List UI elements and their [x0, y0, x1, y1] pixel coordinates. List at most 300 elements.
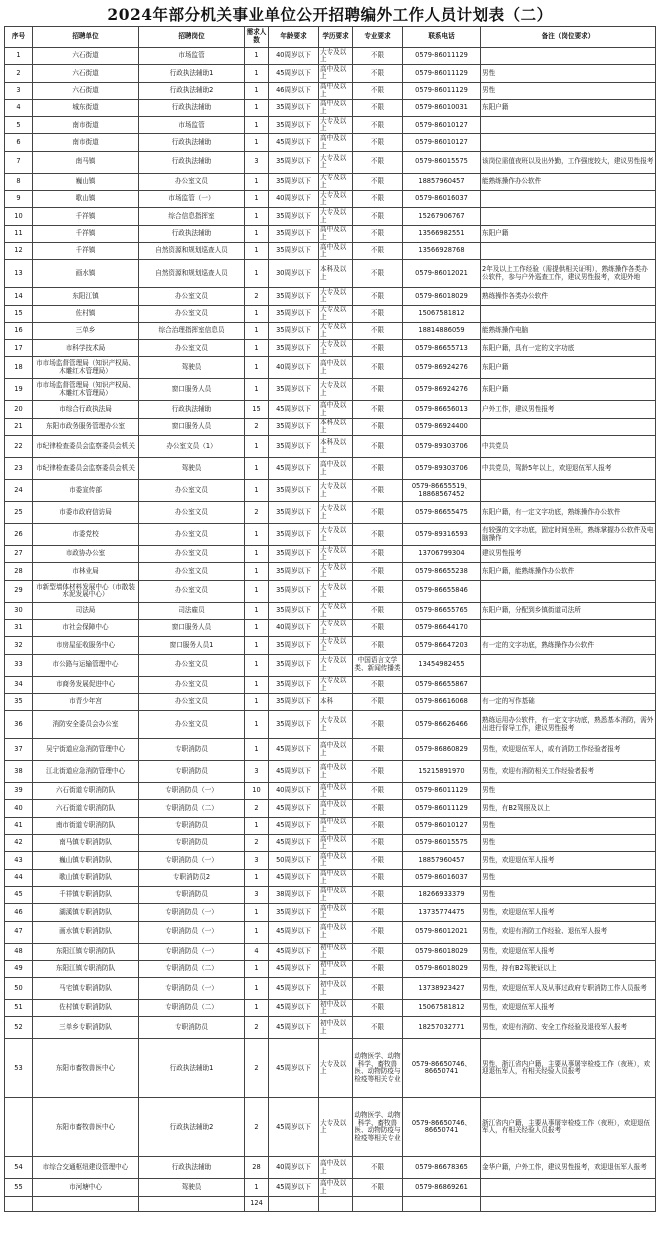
cell-age: 45周岁以下: [269, 869, 319, 886]
cell-num: 1: [245, 260, 269, 288]
cell-post: 市场监管: [139, 117, 245, 134]
cell-age: 40周岁以下: [269, 357, 319, 379]
cell-num: 2: [245, 502, 269, 524]
cell-post: 办公室文员: [139, 524, 245, 546]
cell-tel: 13566982551: [403, 225, 481, 242]
cell-edu: 高中及以上: [319, 65, 353, 82]
cell-edu: 大专及以上: [319, 322, 353, 339]
cell-unit: 三单乡专职消防队: [33, 1017, 139, 1039]
cell-age: 35周岁以下: [269, 225, 319, 242]
cell-edu: 高中及以上: [319, 739, 353, 761]
cell-major: 不限: [353, 401, 403, 418]
cell-num: 2: [245, 1017, 269, 1039]
cell-note: 能熟练操作办公软件: [481, 173, 656, 190]
cell-edu: 初中及以上: [319, 1000, 353, 1017]
cell-edu: 大专及以上: [319, 340, 353, 357]
cell-age: 35周岁以下: [269, 524, 319, 546]
cell-major: 不限: [353, 225, 403, 242]
cell-major: 不限: [353, 242, 403, 259]
cell-tel: 0579-86015575: [403, 151, 481, 173]
cell-unit: 千祥镇: [33, 225, 139, 242]
cell-no: 48: [5, 943, 33, 960]
cell-num: 1: [245, 637, 269, 654]
table-row: [5, 99, 656, 116]
cell-unit: 市商务发展促进中心: [33, 676, 139, 693]
cell-age: 45周岁以下: [269, 1098, 319, 1157]
cell-major: 不限: [353, 458, 403, 480]
cell-post: 专职消防员（一）: [139, 921, 245, 943]
cell-age: 45周岁以下: [269, 458, 319, 480]
cell-no: 11: [5, 225, 33, 242]
cell-post: 行政执法辅助2: [139, 82, 245, 99]
cell-no: 23: [5, 458, 33, 480]
cell-tel: 0579-86869261: [403, 1179, 481, 1196]
table-row: [5, 800, 656, 817]
cell-post: 专职消防员: [139, 835, 245, 852]
cell-num: 1: [245, 921, 269, 943]
table-row: [5, 502, 656, 524]
cell-tel: 0579-86015575: [403, 835, 481, 852]
cell-num: 1: [245, 960, 269, 977]
cell-tel: 0579-86655475: [403, 502, 481, 524]
cell-num: 1: [245, 580, 269, 602]
cell-major: 不限: [353, 48, 403, 65]
cell-num: 1: [245, 379, 269, 401]
cell-num: 10: [245, 783, 269, 800]
cell-num: 1: [245, 65, 269, 82]
cell-edu: 大专及以上: [319, 676, 353, 693]
cell-no: 54: [5, 1157, 33, 1179]
cell-unit: 吴宁街道应急消防管理中心: [33, 739, 139, 761]
table-row: [5, 225, 656, 242]
cell-note: [481, 418, 656, 435]
cell-note: [481, 619, 656, 636]
cell-no: 6: [5, 134, 33, 151]
total-count: 124: [245, 1196, 269, 1211]
cell-age: 46周岁以下: [269, 82, 319, 99]
cell-post: 专职消防员: [139, 761, 245, 783]
cell-unit: 东阳江镇: [33, 288, 139, 305]
cell-edu: 高中及以上: [319, 458, 353, 480]
cell-post: 专职消防员: [139, 817, 245, 834]
cell-post: 专职消防员（二）: [139, 1000, 245, 1017]
cell-age: 45周岁以下: [269, 134, 319, 151]
cell-major: 不限: [353, 99, 403, 116]
cell-edu: 大专及以上: [319, 546, 353, 563]
cell-post: 办公室文员: [139, 173, 245, 190]
cell-unit: 湖溪镇专职消防队: [33, 904, 139, 921]
cell-post: 行政执法辅助: [139, 401, 245, 418]
cell-post: 行政执法辅助: [139, 225, 245, 242]
cell-tel: 0579-86012021: [403, 921, 481, 943]
cell-no: 3: [5, 82, 33, 99]
cell-age: 35周岁以下: [269, 480, 319, 502]
table-row: [5, 322, 656, 339]
cell-major: 不限: [353, 418, 403, 435]
cell-edu: 高中及以上: [319, 852, 353, 869]
cell-unit: 六石街道专职消防队: [33, 783, 139, 800]
cell-edu: 大专及以上: [319, 173, 353, 190]
header-tel: 联系电话: [403, 27, 481, 48]
cell-post: 窗口服务人员: [139, 379, 245, 401]
cell-tel: 0579-86644170: [403, 619, 481, 636]
cell-post: 专职消防员（一）: [139, 943, 245, 960]
cell-unit: 城东街道: [33, 99, 139, 116]
cell-unit: 六石街道: [33, 65, 139, 82]
table-row: [5, 260, 656, 288]
table-row: [5, 357, 656, 379]
cell-unit: 六石街道: [33, 48, 139, 65]
cell-post: 市场监管: [139, 48, 245, 65]
cell-major: 不限: [353, 480, 403, 502]
cell-edu: 大专及以上: [319, 379, 353, 401]
table-row: [5, 458, 656, 480]
cell-post: 驾驶员: [139, 1179, 245, 1196]
cell-age: 35周岁以下: [269, 322, 319, 339]
cell-major: 中国语言文学类、新闻传播类: [353, 654, 403, 676]
cell-age: 35周岁以下: [269, 546, 319, 563]
table-row: [5, 117, 656, 134]
cell-major: 不限: [353, 602, 403, 619]
cell-no: 16: [5, 322, 33, 339]
cell-tel: 0579-89316593: [403, 524, 481, 546]
cell-tel: 0579-89303706: [403, 458, 481, 480]
cell-age: 45周岁以下: [269, 739, 319, 761]
table-row: [5, 305, 656, 322]
cell-unit: 六石街道: [33, 82, 139, 99]
cell-unit: 市委党校: [33, 524, 139, 546]
cell-major: 不限: [353, 563, 403, 580]
cell-no: 47: [5, 921, 33, 943]
cell-major: 不限: [353, 322, 403, 339]
cell-major: 不限: [353, 676, 403, 693]
cell-unit: 南市街道: [33, 117, 139, 134]
cell-note: 男性，欢迎有消防相关工作经验者报考: [481, 761, 656, 783]
cell-age: 35周岁以下: [269, 580, 319, 602]
cell-edu: 大专及以上: [319, 288, 353, 305]
table-row: [5, 401, 656, 418]
cell-note: 男性: [481, 65, 656, 82]
cell-note: 东阳户籍，能熟练操作办公软件: [481, 563, 656, 580]
cell-edu: 高中及以上: [319, 1157, 353, 1179]
cell-note: 男性，欢迎退伍军人报考: [481, 1000, 656, 1017]
cell-note: 东阳户籍: [481, 379, 656, 401]
table-row: [5, 480, 656, 502]
cell-note: 男性，欢迎有消防、安全工作经验及退役军人报考: [481, 1017, 656, 1039]
cell-no: 55: [5, 1179, 33, 1196]
cell-note: 能熟练操作电脑: [481, 322, 656, 339]
table-row: [5, 852, 656, 869]
cell-note: 东阳户籍，有一定文字功底，熟练操作办公软件: [481, 502, 656, 524]
table-row: [5, 288, 656, 305]
cell-post: 行政执法辅助1: [139, 1039, 245, 1098]
cell-age: 40周岁以下: [269, 619, 319, 636]
cell-tel: 0579-86860829: [403, 739, 481, 761]
cell-num: 1: [245, 305, 269, 322]
cell-note: [481, 208, 656, 225]
cell-edu: 高中及以上: [319, 783, 353, 800]
cell-post: 市场监管（一）: [139, 191, 245, 208]
cell-age: 38周岁以下: [269, 886, 319, 903]
cell-num: 1: [245, 654, 269, 676]
cell-major: 不限: [353, 357, 403, 379]
cell-unit: 市科学技术局: [33, 340, 139, 357]
table-row: [5, 436, 656, 458]
cell-age: 45周岁以下: [269, 978, 319, 1000]
cell-age: 45周岁以下: [269, 401, 319, 418]
cell-num: 1: [245, 602, 269, 619]
cell-note: [481, 654, 656, 676]
cell-note: 男性: [481, 869, 656, 886]
table-row: [5, 619, 656, 636]
cell-unit: 佐村镇专职消防队: [33, 1000, 139, 1017]
cell-num: 1: [245, 322, 269, 339]
cell-tel: 0579-86924276: [403, 357, 481, 379]
cell-age: 45周岁以下: [269, 800, 319, 817]
cell-unit: 市青少年宫: [33, 693, 139, 710]
cell-no: 35: [5, 693, 33, 710]
cell-edu: 大专及以上: [319, 637, 353, 654]
cell-major: 不限: [353, 693, 403, 710]
cell-note: 男性，有B2驾照及以上: [481, 800, 656, 817]
cell-tel: 15267906767: [403, 208, 481, 225]
cell-tel: 0579-89303706: [403, 436, 481, 458]
cell-no: 39: [5, 783, 33, 800]
cell-tel: 0579-86016037: [403, 869, 481, 886]
cell-post: 专职消防员（一）: [139, 978, 245, 1000]
cell-post: 行政执法辅助: [139, 1157, 245, 1179]
header-row: [5, 27, 656, 48]
total-empty-cell: [33, 1196, 139, 1211]
header-edu: 学历要求: [319, 27, 353, 48]
cell-note: 有一定的写作基础: [481, 693, 656, 710]
cell-note: 东阳户籍: [481, 357, 656, 379]
cell-unit: 千祥镇专职消防队: [33, 886, 139, 903]
cell-tel: 13706799304: [403, 546, 481, 563]
cell-note: 该岗位需值夜班以及出外勤，工作强度较大，建议男性报考: [481, 151, 656, 173]
cell-edu: 大专及以上: [319, 602, 353, 619]
cell-major: 不限: [353, 978, 403, 1000]
table-row: [5, 134, 656, 151]
cell-post: 自然资源和规划巡查人员: [139, 242, 245, 259]
cell-unit: 巍山镇: [33, 173, 139, 190]
cell-no: 10: [5, 208, 33, 225]
cell-note: 建议男性报考: [481, 546, 656, 563]
table-row: [5, 869, 656, 886]
cell-post: 窗口服务人员: [139, 418, 245, 435]
table-row: [5, 943, 656, 960]
cell-no: 45: [5, 886, 33, 903]
table-row: [5, 1017, 656, 1039]
cell-tel: 0579-86678365: [403, 1157, 481, 1179]
table-row: [5, 580, 656, 602]
cell-tel: 0579-86924276: [403, 379, 481, 401]
cell-post: 行政执法辅助2: [139, 1098, 245, 1157]
cell-major: 不限: [353, 960, 403, 977]
cell-age: 35周岁以下: [269, 502, 319, 524]
table-row: [5, 978, 656, 1000]
cell-unit: 画水镇: [33, 260, 139, 288]
cell-major: 不限: [353, 65, 403, 82]
table-row: [5, 886, 656, 903]
cell-age: 45周岁以下: [269, 960, 319, 977]
cell-no: 14: [5, 288, 33, 305]
table-row: [5, 82, 656, 99]
cell-major: 不限: [353, 904, 403, 921]
cell-no: 2: [5, 65, 33, 82]
cell-tel: 0579-86016037: [403, 191, 481, 208]
cell-note: [481, 305, 656, 322]
cell-note: [481, 191, 656, 208]
cell-unit: 市纪律检查委员会监察委员会机关: [33, 436, 139, 458]
cell-tel: 0579-86655713: [403, 340, 481, 357]
table-row: [5, 379, 656, 401]
cell-unit: 市社会保障中心: [33, 619, 139, 636]
cell-unit: 南马镇专职消防队: [33, 835, 139, 852]
cell-note: 东阳户籍，分配到乡镇街道司法所: [481, 602, 656, 619]
table-row: [5, 676, 656, 693]
cell-edu: 大专及以上: [319, 1098, 353, 1157]
cell-post: 办公室文员: [139, 580, 245, 602]
cell-tel: 13738923427: [403, 978, 481, 1000]
cell-note: 东阳户籍: [481, 99, 656, 116]
cell-unit: 市新型墙体材料发展中心（市散装水泥发展中心）: [33, 580, 139, 602]
cell-major: 不限: [353, 134, 403, 151]
cell-post: 自然资源和规划巡查人员: [139, 260, 245, 288]
cell-num: 1: [245, 48, 269, 65]
cell-age: 45周岁以下: [269, 1039, 319, 1098]
cell-num: 2: [245, 835, 269, 852]
cell-edu: 本科及以上: [319, 260, 353, 288]
cell-note: [481, 480, 656, 502]
cell-major: 不限: [353, 151, 403, 173]
cell-post: 专职消防员2: [139, 869, 245, 886]
cell-age: 45周岁以下: [269, 817, 319, 834]
cell-num: 1: [245, 739, 269, 761]
cell-unit: 六石街道专职消防队: [33, 800, 139, 817]
cell-no: 12: [5, 242, 33, 259]
cell-unit: 南市街道专职消防队: [33, 817, 139, 834]
total-empty-cell: [319, 1196, 353, 1211]
total-empty-cell: [139, 1196, 245, 1211]
cell-num: 1: [245, 458, 269, 480]
cell-major: 不限: [353, 637, 403, 654]
cell-no: 31: [5, 619, 33, 636]
cell-age: 30周岁以下: [269, 260, 319, 288]
total-empty-cell: [5, 1196, 33, 1211]
cell-note: [481, 117, 656, 134]
cell-unit: 千祥镇: [33, 208, 139, 225]
cell-post: 专职消防员（一）: [139, 904, 245, 921]
cell-no: 52: [5, 1017, 33, 1039]
cell-num: 1: [245, 99, 269, 116]
cell-age: 35周岁以下: [269, 436, 319, 458]
cell-post: 办公室文员: [139, 546, 245, 563]
table-row: [5, 711, 656, 739]
cell-num: 1: [245, 208, 269, 225]
cell-no: [5, 1098, 33, 1157]
cell-note: 有较强的文字功底，固定时间坐班，熟练掌握办公软件及电脑操作: [481, 524, 656, 546]
cell-no: 44: [5, 869, 33, 886]
cell-no: 50: [5, 978, 33, 1000]
cell-note: 男性: [481, 886, 656, 903]
cell-age: 35周岁以下: [269, 173, 319, 190]
cell-num: 1: [245, 357, 269, 379]
cell-edu: 大专及以上: [319, 151, 353, 173]
cell-age: 35周岁以下: [269, 151, 319, 173]
cell-num: 1: [245, 117, 269, 134]
cell-no: 13: [5, 260, 33, 288]
cell-edu: 大专及以上: [319, 502, 353, 524]
table-row: [5, 418, 656, 435]
table-row: [5, 817, 656, 834]
cell-unit: 市房屋征收服务中心: [33, 637, 139, 654]
cell-tel: 13735774475: [403, 904, 481, 921]
cell-major: 不限: [353, 117, 403, 134]
cell-major: 不限: [353, 288, 403, 305]
cell-note: 男性，欢迎退伍军人，或有消防工作经验者报考: [481, 739, 656, 761]
cell-tel: 0579-86011129: [403, 65, 481, 82]
table-row: [5, 960, 656, 977]
cell-tel: 0579-86655867: [403, 676, 481, 693]
cell-unit: 市综合交通枢纽建设管理中心: [33, 1157, 139, 1179]
cell-major: 不限: [353, 619, 403, 636]
cell-no: 51: [5, 1000, 33, 1017]
cell-no: 33: [5, 654, 33, 676]
cell-num: 1: [245, 340, 269, 357]
cell-note: 金华户籍，户外工作，建议男性报考，欢迎退伍军人报考: [481, 1157, 656, 1179]
cell-age: 45周岁以下: [269, 921, 319, 943]
table-row: [5, 1000, 656, 1017]
cell-no: 9: [5, 191, 33, 208]
cell-num: 1: [245, 904, 269, 921]
cell-major: 不限: [353, 436, 403, 458]
cell-unit: 市委市政府信访局: [33, 502, 139, 524]
cell-tel: 0579-86655519、18868567452: [403, 480, 481, 502]
cell-post: 办公室文员: [139, 288, 245, 305]
table-row: [5, 48, 656, 65]
cell-post: 办公室文员: [139, 654, 245, 676]
cell-major: 不限: [353, 305, 403, 322]
header-unit: 招聘单位: [33, 27, 139, 48]
cell-post: 行政执法辅助1: [139, 65, 245, 82]
cell-num: 1: [245, 711, 269, 739]
cell-note: 男性，浙江省内户籍，主要从事屠宰检疫工作（夜班），欢迎退伍军人，有相关经验人员报考: [481, 1039, 656, 1098]
cell-edu: 高中及以上: [319, 817, 353, 834]
cell-tel: 0579-86010127: [403, 817, 481, 834]
cell-post: 办公室文员: [139, 502, 245, 524]
cell-no: 37: [5, 739, 33, 761]
total-empty-cell: [269, 1196, 319, 1211]
cell-major: 不限: [353, 835, 403, 852]
cell-unit: 市委宣传部: [33, 480, 139, 502]
cell-age: 35周岁以下: [269, 340, 319, 357]
cell-num: 2: [245, 288, 269, 305]
cell-post: 窗口服务人员1: [139, 637, 245, 654]
header-no: 序号: [5, 27, 33, 48]
header-major: 专业要求: [353, 27, 403, 48]
cell-post: 专职消防员: [139, 1017, 245, 1039]
cell-num: 2: [245, 1039, 269, 1098]
cell-tel: 0579-86018029: [403, 960, 481, 977]
header-note: 备注（岗位要求）: [481, 27, 656, 48]
cell-edu: 大专及以上: [319, 711, 353, 739]
cell-major: 不限: [353, 82, 403, 99]
cell-major: 不限: [353, 800, 403, 817]
cell-edu: 初中及以上: [319, 943, 353, 960]
cell-unit: 歌山镇: [33, 191, 139, 208]
cell-tel: 0579-86011129: [403, 48, 481, 65]
